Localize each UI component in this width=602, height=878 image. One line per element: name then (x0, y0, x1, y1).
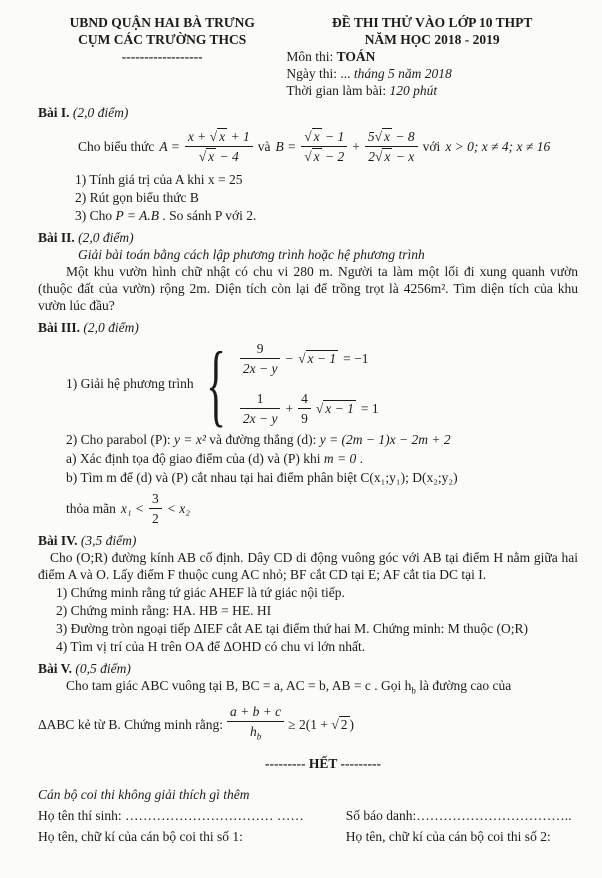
section-2-subtitle: Giải bài toán bằng cách lập phương trình hoặc hệ phương trình (78, 247, 425, 262)
sqrt-x-minus-1: √ x − 1 (298, 351, 337, 366)
proctor-row (38, 828, 578, 845)
issuing-org-block (38, 14, 286, 99)
exam-school-year: NĂM HỌC 2018 - 2019 (364, 32, 500, 47)
constraint-line (66, 490, 578, 527)
section-1-expression-line (78, 128, 578, 165)
section-3-title: Bài III. (38, 320, 81, 335)
sqrt-2: √ 2 (331, 716, 348, 732)
proctor-2-line: Họ tên, chữ kí của cán bộ coi thi số 2: (345, 829, 551, 845)
question-3-1-label: 1) Giải hệ phương trình (66, 376, 194, 391)
question-3-2: 2) Cho parabol (P): y = x² và đường thẳng (d): y = (2m − 1)x − 2m + 2 (66, 432, 451, 447)
candidate-name-line: Họ tên thí sinh: …………………………… …… (38, 808, 304, 824)
section-2-points: (2,0 điểm) (74, 230, 134, 245)
question-4-4: 4) Tìm vị trí của H trên OA để ΔOHD có chu vi lớn nhất. (56, 639, 366, 654)
end-marker: --------- HẾT --------- (265, 756, 381, 772)
sqrt-x: √ x (198, 149, 215, 164)
expr-A-numerator: x + √ x + 1 (185, 128, 253, 147)
subject-label: Môn thi: (286, 49, 337, 64)
exam-title-block (286, 14, 578, 99)
eq1-rhs: = −1 (343, 351, 369, 366)
section-3-heading (38, 319, 578, 336)
question-4-2: 2) Chứng minh rằng: HA. HB = HE. HI (56, 603, 272, 618)
expr-B2-numerator: 5√ x − 8 (365, 128, 418, 147)
section-2-body: Một khu vườn hình chữ nhật có chu vi 280 m. Người ta làm một lối đi xung quanh vườn (thuộc đất của vườn) rộng 2m. Diện tích còn lại để trồng trọt là 4256m². Tìm diện tích của khu vườn lúc đầu? (38, 264, 578, 313)
plus-operator: + (285, 401, 294, 416)
constraint-prefix: thỏa mãn (66, 501, 116, 516)
section-1-heading (38, 104, 578, 121)
exam-header (38, 14, 578, 99)
equation-2 (240, 390, 379, 427)
section-5-intro: Cho tam giác ABC vuông tại B, BC = a, AC = b, AB = c . Gọi $h_b$ là đường cao của (66, 678, 512, 696)
expr-A-denominator: √ x − 4 (198, 149, 239, 164)
and-word: và (257, 139, 271, 154)
question-1-3: 3) Cho P = A.B . So sánh P với 2. (75, 208, 257, 223)
section-1-points: (2,0 điểm) (69, 105, 129, 120)
question-1-2: 2) Rút gọn biểu thức B (75, 190, 199, 205)
expr-B1-numerator: √ x − 1 (301, 128, 347, 147)
section-4-heading (38, 532, 578, 549)
h-b-denominator: $h_b$ (249, 723, 262, 742)
radical-icon: √ (304, 129, 312, 144)
sqrt-x: √ x (374, 129, 391, 144)
section-5-points: (0,5 điểm) (72, 661, 131, 676)
duration-value: 120 phút (389, 83, 438, 98)
org-divider-dashes: ------------------ (121, 49, 203, 64)
four-ninths-fraction: $\frac{4}{9}$ (298, 390, 311, 427)
section-5-inequality-line (38, 703, 578, 746)
exam-date-line (286, 65, 578, 82)
sqrt-x: √ x (209, 129, 226, 144)
sqrt-x: √ x (304, 149, 320, 164)
candidate-number-line: Số báo danh:…………………………….. (345, 808, 572, 824)
sqrt-x: √ x (304, 129, 320, 144)
expr-A-fraction (185, 128, 253, 165)
section-5-heading (38, 660, 578, 677)
section-3-points: (2,0 điểm) (80, 320, 139, 335)
minus-operator: − (285, 351, 294, 366)
radical-icon: √ (374, 129, 383, 144)
date-value: tháng 5 năm 2018 (353, 66, 452, 81)
system-brace: { (205, 332, 226, 435)
equation-1 (240, 340, 379, 377)
section-2-heading (38, 229, 578, 246)
expr-B-fraction-2 (365, 128, 418, 165)
eq2-fraction: $\frac{1}{2x - y}$ (240, 390, 281, 427)
exam-title: ĐỀ THI THỬ VÀO LỚP 10 THPT (332, 15, 533, 30)
three-halves-fraction: $\frac{3}{2}$ (149, 490, 162, 527)
question-3-2b: b) Tìm m để (d) và (P) cắt nhau tại hai điểm phân biệt C(x₁;y₁); D(x₂;y₂) (66, 470, 458, 485)
system-equations (240, 340, 379, 427)
question-4-1: 1) Chứng minh rằng tứ giác AHEF là tứ giác nội tiếp. (56, 585, 345, 600)
question-4-3: 3) Đường tròn ngoại tiếp ΔIEF cắt AE tại điểm thứ hai M. Chứng minh: M thuộc (O;R) (56, 621, 528, 636)
line-equation: y = (2m − 1)x − 2m + 2 (319, 432, 451, 447)
radical-icon: √ (298, 351, 306, 366)
section-4-body: Cho (O;R) đường kính AB cố định. Dây CD di động vuông góc với AB tại điểm H nằm giữa hai điểm A và O. Lấy điểm F thuộc cung AC nhỏ; BF cắt CD tại E; AF cắt tia DC tại I. (38, 550, 578, 582)
expr-B-lhs: B = (275, 139, 297, 154)
duration-label: Thời gian làm bài: (286, 83, 390, 98)
duration-line (286, 82, 578, 99)
expr-B-fraction-1 (301, 128, 347, 165)
question-3-2a: a) Xác định tọa độ giao điểm của (d) và (P) khi m = 0 . (66, 451, 364, 466)
radical-icon: √ (198, 149, 207, 164)
section-4-points: (3,5 điểm) (77, 533, 137, 548)
expr-A-lhs: A = (159, 139, 180, 154)
eq2-rhs: = 1 (360, 401, 379, 416)
prove-prefix: ΔABC kẻ từ B. Chứng minh rằng: (38, 716, 223, 732)
question-1-1: 1) Tính giá trị của A khi x = 25 (75, 172, 243, 187)
eq1-fraction: $\frac{9}{2x - y}$ (240, 340, 281, 377)
org-unit: CỤM CÁC TRƯỜNG THCS (78, 32, 247, 47)
proctor-note: Cán bộ coi thi không giải thích gì thêm (38, 787, 250, 803)
expr-B1-denominator: √ x − 2 (304, 149, 345, 164)
radical-icon: √ (331, 716, 339, 732)
org-name: UBND QUẬN HAI BÀ TRƯNG (69, 15, 255, 30)
expr-intro: Cho biểu thức (78, 139, 155, 154)
subject-line (286, 48, 578, 65)
radical-icon: √ (315, 401, 324, 416)
domain-condition: x > 0; x ≠ 4; x ≠ 16 (445, 139, 551, 154)
system-of-equations-row (66, 332, 578, 435)
section-1-title: Bài I. (38, 105, 70, 120)
section-5-title: Bài V. (38, 661, 73, 676)
x1-less-than: x₁ < (120, 501, 145, 516)
expr-B2-denominator: 2√ x − x (368, 149, 415, 164)
section-1-questions (75, 171, 578, 224)
plus-operator: + (352, 139, 360, 154)
perimeter-over-height-fraction: $\frac{a + b + c}{h_b}$ (227, 703, 284, 746)
section-4-title: Bài IV. (38, 533, 78, 548)
date-label: Ngày thi: ... (286, 66, 354, 81)
radical-icon: √ (304, 149, 312, 164)
radical-icon: √ (375, 149, 383, 164)
parabola-equation: y = x² (173, 432, 206, 447)
h-b-subscript: b (411, 685, 416, 696)
inequality-rhs: ≥ 2(1 + √ 2 ) (288, 716, 354, 732)
section-2-title: Bài II. (38, 230, 75, 245)
m-equals-0: m = 0 (323, 451, 357, 466)
P-equals-AB: P = A.B (115, 208, 159, 223)
radical-icon: √ (209, 129, 218, 144)
subject-value: TOÁN (336, 49, 376, 64)
less-than-x2: < x₂ (166, 501, 190, 516)
section-4-questions (56, 584, 578, 655)
sqrt-x: √ x (375, 149, 391, 164)
proctor-1-line: Họ tên, chữ kí của cán bộ coi thi số 1: (38, 829, 243, 845)
candidate-row (38, 807, 578, 824)
with-word: với (422, 139, 441, 154)
sqrt-x-minus-1: √ x − 1 (315, 401, 354, 416)
